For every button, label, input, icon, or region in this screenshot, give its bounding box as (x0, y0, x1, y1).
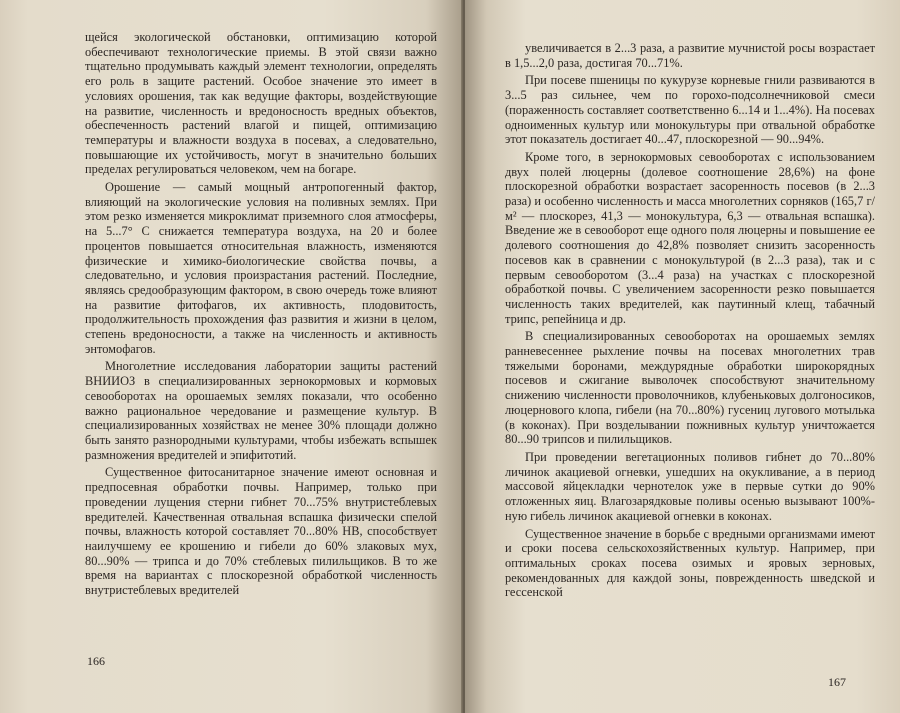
right-page-number: 167 (828, 675, 846, 689)
right-page (465, 0, 900, 713)
right-paragraph-5: При проведении вегетационных поливов гибнет до 70...80% личинок акациевой огневки, ушедших на окукливание, а в период массовой яйцекладки чернотелок уже в первые сутки до 90% отложенных яиц. Влагозарядковые поливы осенью вызывают 100%-ную гибель личинок акациевой огневки в коконах. (505, 449, 875, 523)
left-text-column (85, 30, 437, 598)
right-paragraph-6: Существенное значение в борьбе с вредными организмами имеют и сроки посева сельскохозяйственных культур. Например, при оптимальных сроках посева озимых и яровых зерновых, рекомендованных для каждой зоны, поврежденность шведской и гессенской (505, 526, 875, 600)
left-paragraph-3: Многолетние исследования лаборатории защиты растений ВНИИОЗ в специализированных зернокормовых и кормовых севооборотах на орошаемых землях показали, что особенно важно рациональное чередование и размещение культур. В специализированных хозяйствах не менее 30% площади должно быть занято разнородными культурами, чтобы избежать вспышек размножения вредителей и эпифитотий. (85, 359, 437, 462)
right-paragraph-1: увеличивается в 2...3 раза, а развитие мучнистой росы возрастает в 1,5...2,0 раза, достигая 70...71%. (505, 41, 875, 70)
right-paragraph-3: Кроме того, в зернокормовых севооборотах с использованием двух полей люцерны (долевое соотношение 28,6%) на фоне плоскорезной обработки возрастает засоренность посевов (в 2...3 раза) и особенно численность и масса многолетних сорняков (165,7 г/м² — плоскорез, 41,3 — монокультура, 6,3 — отвальная вспашка). Введение же в севооборот еще одного поля люцерны и повышение ее долевого соотношения до 42,8% позволяет снизить засоренность посевов как в сравнении с монокультурой (в 2...3 раза), так и с первым севооборотом (3...4 раза) на участках с плоскорезной обработкой почвы. С увеличением засоренности резко повышается численность таких вредителей, как паутинный клещ, табачный трипс, репейница и др. (505, 149, 875, 326)
right-paragraph-2: При посеве пшеницы по кукурузе корневые гнили развиваются в 3...5 раз сильнее, чем по горохо-подсолнечниковой смеси (пораженность составляет соответственно 6...14 и 1...4%). На посевах одноименных культур или монокультуры при отвальной обработке этот показатель достигает 40...47, плоскорезной — 90...94%. (505, 73, 875, 147)
left-paragraph-1: щейся экологической обстановки, оптимизацию которой обеспечивают технологические приемы. В этой связи важно тщательно продумывать каждый элемент технологии, определять его роль в защите растений. Особое значение это имеет в условиях орошения, так как ведущие факторы, воздействующие на развитие, численность и вредоносность вредных объектов, обеспеченность растений влагой и пищей, оптимизацию температуры и влажности воздуха в посевах, а следовательно, повышающие их устойчивость, могут в значительно больших пределах регулироваться человеком, чем на богаре. (85, 30, 437, 177)
right-text-column (505, 41, 875, 600)
left-paragraph-2: Орошение — самый мощный антропогенный фактор, влияющий на экологические условия на поливных землях. При этом резко изменяется микроклимат приземного слоя атмосферы, на 5...7° С снижается температура воздуха, на 20 и более процентов повышается относительная влажность, изменяются физические и химико-биологические свойства почвы, а следовательно, и условия произрастания растений. Последние, являясь средообразующим фактором, в свою очередь тоже влияют на развитие фитофагов, их активность, плодовитость, продолжительность прохождения фаз развития и жизни в целом, степень вредоносности, а также на численность и активность энтомофагов. (85, 180, 437, 356)
left-page-number: 166 (87, 654, 105, 668)
right-paragraph-4: В специализированных севооборотах на орошаемых землях ранневесеннее рыхление почвы на посевах многолетних трав тяжелыми боронами, междурядные обработки широкорядных посевов и сжигание выволочек способствуют значительному снижению численности проволочников, клубеньковых долгоносиков, люцернового клопа, гибели (на 70...80%) гусениц лугового мотылька (в коконах). При возделывании пожнивных культур уничтожается 80...90 трипсов и пилильщиков. (505, 329, 875, 447)
left-paragraph-4: Существенное фитосанитарное значение имеют основная и предпосевная обработки почвы. Например, только при проведении лущения стерни гибнет 70...75% внутристеблевых вредителей. Качественная отвальная вспашка физически спелой почвы, влажность которой составляет 70...80% НВ, способствует наилучшему ее крошению и гибели до 60% злаковых мух, 80...90% — трипса и до 70% стеблевых пилильщиков. В то же время на вариантах с плоскорезной обработкой численность внутристеблевых вредителей (85, 465, 437, 598)
